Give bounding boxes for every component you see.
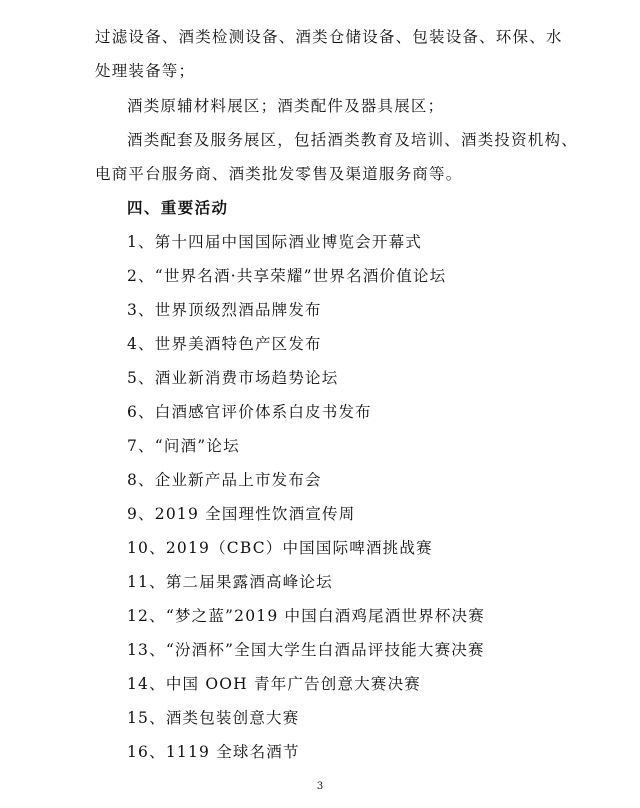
activity-item: 6、白酒感官评价体系白皮书发布 (127, 403, 372, 421)
activity-item: 7、“问酒”论坛 (127, 437, 240, 455)
activity-item: 10、2019（CBC）中国国际啤酒挑战赛 (127, 539, 433, 557)
activity-item: 3、世界顶级烈酒品牌发布 (127, 301, 322, 319)
page-number: 3 (316, 781, 324, 792)
activity-item: 4、世界美酒特色产区发布 (127, 335, 322, 353)
activity-item: 16、1119 全球名酒节 (127, 743, 300, 761)
activity-item: 15、酒类包装创意大赛 (127, 709, 300, 727)
activity-item: 13、“汾酒杯”全国大学生白酒品评技能大赛决赛 (127, 641, 485, 659)
paragraph-line: 处理装备等； (95, 62, 196, 80)
activity-item: 11、第二届果露酒高峰论坛 (127, 573, 333, 591)
activity-item: 12、“梦之蓝”2019 中国白酒鸡尾酒世界杯决赛 (127, 607, 485, 625)
paragraph-line: 酒类原辅材料展区；酒类配件及器具展区； (127, 97, 445, 115)
activity-item: 9、2019 全国理性饮酒宣传周 (127, 505, 356, 523)
section-heading: 四、重要活动 (127, 199, 229, 217)
paragraph-line: 电商平台服务商、酒类批发零售及渠道服务商等。 (95, 165, 463, 183)
paragraph-line: 过滤设备、酒类检测设备、酒类仓储设备、包装设备、环保、水 (95, 28, 563, 46)
activity-item: 1、第十四届中国国际酒业博览会开幕式 (127, 233, 422, 251)
activity-item: 14、中国 OOH 青年广告创意大赛决赛 (127, 675, 422, 693)
paragraph-line: 酒类配套及服务展区，包括酒类教育及培训、酒类投资机构、 (127, 131, 578, 149)
activity-item: 5、酒业新消费市场趋势论坛 (127, 369, 339, 387)
activity-item: 8、企业新产品上市发布会 (127, 471, 322, 489)
activity-item: 2、“世界名酒·共享荣耀”世界名酒价值论坛 (127, 267, 447, 285)
